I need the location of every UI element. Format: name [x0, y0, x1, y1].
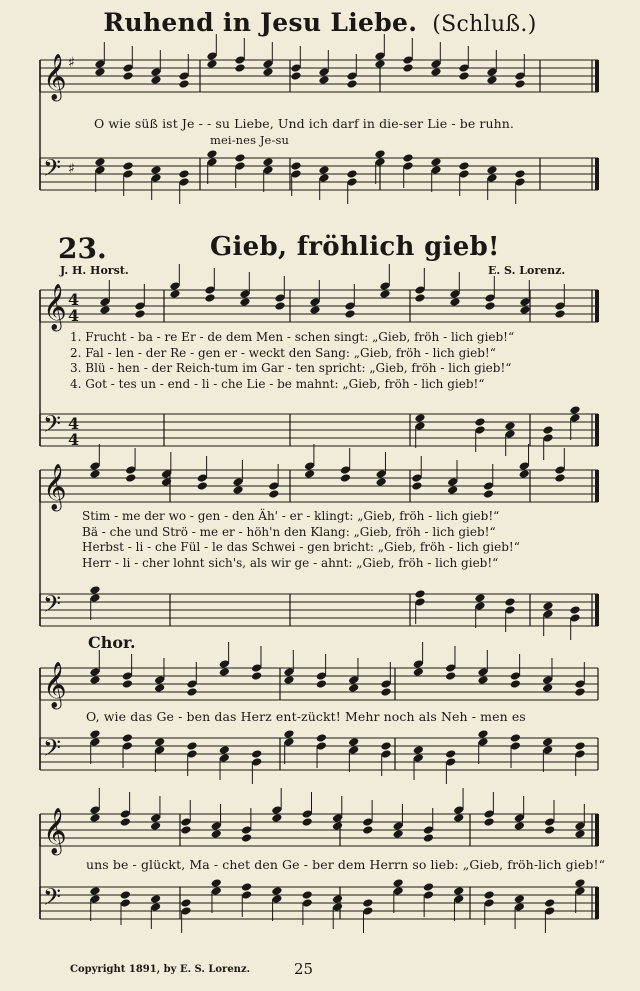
hymn-number: 23.: [58, 232, 107, 265]
note-head: [374, 59, 385, 68]
note-head: [150, 894, 161, 903]
note-head: [122, 733, 133, 742]
note-head: [413, 745, 424, 754]
chorus-lyric-1: O, wie das Ge - ben das Herz ent-zückt! Mehr noch als Neh - men es: [86, 709, 526, 724]
note-head: [483, 817, 494, 826]
final-barline-thick: [595, 814, 599, 846]
note-head: [340, 473, 351, 482]
note-head: [89, 585, 100, 594]
note-head: [379, 289, 390, 298]
note-head: [430, 157, 441, 166]
note-head: [274, 301, 285, 310]
note-head: [211, 878, 222, 887]
note-head: [204, 293, 215, 302]
note-head: [186, 687, 197, 696]
note-head: [574, 829, 585, 838]
note-head: [122, 679, 133, 688]
note-head: [542, 683, 553, 692]
verse-line: 2. Fal - len - der Re - gen er - weckt den Sang: „Gieb, fröh - lich gieb!“: [70, 345, 496, 360]
note-head: [486, 165, 497, 174]
final-barline-thick: [595, 594, 599, 626]
top-lyric-line-2: mei-nes Je-su: [210, 133, 289, 147]
note-head: [89, 813, 100, 822]
note-head: [510, 733, 521, 742]
note-head: [332, 894, 343, 903]
verse-line: 1. Frucht - ba - re Er - de dem Men - schen singt: „Gieb, fröh - lich gieb!“: [70, 330, 515, 344]
note-head: [569, 605, 580, 614]
top-lyric-line-1: O wie süß ist Je - - su Liebe, Und ich darf in die-ser Lie - be ruhn.: [94, 116, 514, 131]
note-head: [542, 425, 553, 434]
treble-clef: 𝄞: [43, 54, 67, 100]
note-head: [180, 825, 191, 834]
note-head: [154, 737, 165, 746]
note-head: [376, 477, 387, 486]
note-head: [348, 683, 359, 692]
note-head: [413, 667, 424, 676]
note-head: [348, 737, 359, 746]
copyright-notice: Copyright 1891, by E. S. Lorenz.: [70, 964, 251, 975]
note-head: [271, 886, 282, 895]
note-head: [251, 749, 262, 758]
hymn-title: Gieb, fröhlich gieb!: [210, 232, 500, 262]
note-head: [239, 297, 250, 306]
final-barline-thick: [595, 414, 599, 446]
note-head: [554, 309, 565, 318]
note-head: [362, 825, 373, 834]
note-head: [542, 601, 553, 610]
verse-line: 4. Got - tes un - end - li - che Lie - be mahnt: „Gieb, fröh - lich gieb!“: [70, 376, 485, 391]
note-head: [262, 67, 273, 76]
note-head: [510, 679, 521, 688]
bass-clef: 𝄢: [43, 883, 62, 916]
note-head: [234, 153, 245, 162]
chorus-label: Chor.: [88, 633, 136, 652]
note-head: [453, 886, 464, 895]
final-barline-thick: [595, 290, 599, 322]
note-head: [380, 741, 391, 750]
page-title: [0, 8, 640, 37]
verses-block-2: [82, 509, 520, 571]
note-head: [346, 79, 357, 88]
note-head: [449, 297, 460, 306]
note-head: [180, 898, 191, 907]
note-head: [346, 169, 357, 178]
note-head: [206, 59, 217, 68]
note-head: [318, 165, 329, 174]
note-head: [332, 821, 343, 830]
note-head: [392, 878, 403, 887]
note-head: [423, 833, 434, 842]
note-head: [234, 63, 245, 72]
title-text: Ruhend in Jesu Liebe.: [103, 8, 418, 37]
note-head: [430, 67, 441, 76]
note-head: [458, 71, 469, 80]
final-barline-thick: [595, 60, 599, 92]
note-head: [211, 829, 222, 838]
verse-line: 3. Blü - hen - der Reich-tum im Gar - ten spricht: „Gieb, fröh - lich gieb!“: [70, 361, 512, 375]
note-head: [445, 749, 456, 758]
note-head: [154, 683, 165, 692]
note-head: [290, 161, 301, 170]
time-sig-bottom: 4: [68, 306, 80, 325]
sharp-sign: ♯: [68, 55, 75, 71]
final-barline-thick: [595, 887, 599, 919]
note-head: [241, 833, 252, 842]
note-head: [474, 593, 485, 602]
treble-clef: 𝄞: [43, 808, 67, 854]
note-head: [302, 817, 313, 826]
verse-line: Herbst - li - che Fül - le das Schwei - gen bricht: „Gieb, fröh - lich gieb!“: [82, 540, 520, 554]
note-head: [484, 301, 495, 310]
composer-credit: J. H. Horst.: [60, 264, 129, 277]
bass-clef: 𝄢: [43, 734, 62, 767]
note-head: [150, 165, 161, 174]
page-number: 25: [294, 960, 314, 978]
note-head: [519, 305, 530, 314]
note-head: [453, 813, 464, 822]
note-head: [374, 149, 385, 158]
note-head: [542, 737, 553, 746]
note-head: [283, 675, 294, 684]
note-head: [94, 67, 105, 76]
note-head: [197, 481, 208, 490]
title-subtitle: (Schluß.): [432, 12, 537, 37]
note-head: [122, 161, 133, 170]
note-head: [89, 729, 100, 738]
note-head: [483, 489, 494, 498]
note-head: [120, 890, 131, 899]
note-head: [120, 817, 131, 826]
note-head: [574, 878, 585, 887]
note-head: [458, 161, 469, 170]
treble-clef: 𝄞: [43, 464, 67, 510]
note-head: [414, 589, 425, 598]
note-head: [219, 667, 230, 676]
note-head: [402, 63, 413, 72]
note-head: [423, 882, 434, 891]
note-head: [574, 741, 585, 750]
bass-clef: 𝄢: [43, 154, 62, 187]
note-head: [178, 79, 189, 88]
note-head: [380, 687, 391, 696]
note-head: [504, 421, 515, 430]
note-head: [302, 890, 313, 899]
note-head: [519, 469, 530, 478]
note-head: [134, 309, 145, 318]
note-head: [483, 890, 494, 899]
time-sig-top: 4: [68, 414, 80, 433]
note-head: [169, 289, 180, 298]
note-head: [268, 489, 279, 498]
note-head: [362, 898, 373, 907]
note-head: [569, 405, 580, 414]
note-head: [89, 675, 100, 684]
note-head: [309, 305, 320, 314]
note-head: [290, 71, 301, 80]
note-head: [514, 894, 525, 903]
note-head: [99, 305, 110, 314]
note-head: [219, 745, 230, 754]
note-head: [89, 469, 100, 478]
note-head: [125, 473, 136, 482]
note-head: [251, 671, 262, 680]
note-head: [514, 79, 525, 88]
time-sig-bottom: 4: [68, 430, 80, 449]
note-head: [122, 71, 133, 80]
note-head: [318, 75, 329, 84]
note-head: [477, 729, 488, 738]
note-head: [283, 729, 294, 738]
final-barline-thick: [595, 470, 599, 502]
note-head: [544, 825, 555, 834]
note-head: [514, 821, 525, 830]
note-head: [94, 157, 105, 166]
note-head: [316, 733, 327, 742]
note-head: [574, 687, 585, 696]
note-head: [178, 169, 189, 178]
verse-line: Herr - li - cher lohnt sich's, als wir ge - ahnt: „Gieb, fröh - lich gieb!“: [82, 555, 499, 570]
note-head: [411, 481, 422, 490]
note-head: [89, 886, 100, 895]
note-head: [554, 473, 565, 482]
treble-clef: 𝄞: [43, 662, 67, 708]
note-head: [544, 898, 555, 907]
note-head: [262, 157, 273, 166]
note-head: [514, 169, 525, 178]
note-head: [304, 469, 315, 478]
note-head: [206, 149, 217, 158]
final-barline-thick: [595, 158, 599, 190]
verse-line: Bä - che und Strö - me er - höh'n den Klang: „Gieb, fröh - lich gieb!“: [82, 524, 496, 539]
note-head: [271, 813, 282, 822]
note-head: [504, 597, 515, 606]
verses-block-1: [70, 330, 514, 392]
bass-clef: 𝄢: [43, 410, 62, 443]
note-head: [232, 485, 243, 494]
note-head: [344, 309, 355, 318]
note-head: [414, 293, 425, 302]
bass-clef: 𝄢: [43, 590, 62, 623]
author-credit: E. S. Lorenz.: [488, 264, 566, 277]
note-head: [392, 829, 403, 838]
note-head: [241, 882, 252, 891]
chorus-lyric-2: uns be - glückt, Ma - chet den Ge - ber dem Herrn so lieb: „Gieb, fröh-lich gieb!“: [86, 857, 606, 872]
note-head: [486, 75, 497, 84]
treble-clef: 𝄞: [43, 284, 67, 330]
time-sig-top: 4: [68, 290, 80, 309]
note-head: [477, 675, 488, 684]
sharp-sign: ♯: [68, 161, 75, 177]
verse-line: Stim - me der wo - gen - den Äh' - er - klingt: „Gieb, fröh - lich gieb!“: [82, 509, 500, 523]
note-head: [474, 417, 485, 426]
note-head: [150, 75, 161, 84]
note-head: [445, 671, 456, 680]
note-head: [316, 679, 327, 688]
note-head: [402, 153, 413, 162]
note-head: [186, 741, 197, 750]
note-head: [150, 821, 161, 830]
note-head: [414, 413, 425, 422]
note-head: [447, 485, 458, 494]
